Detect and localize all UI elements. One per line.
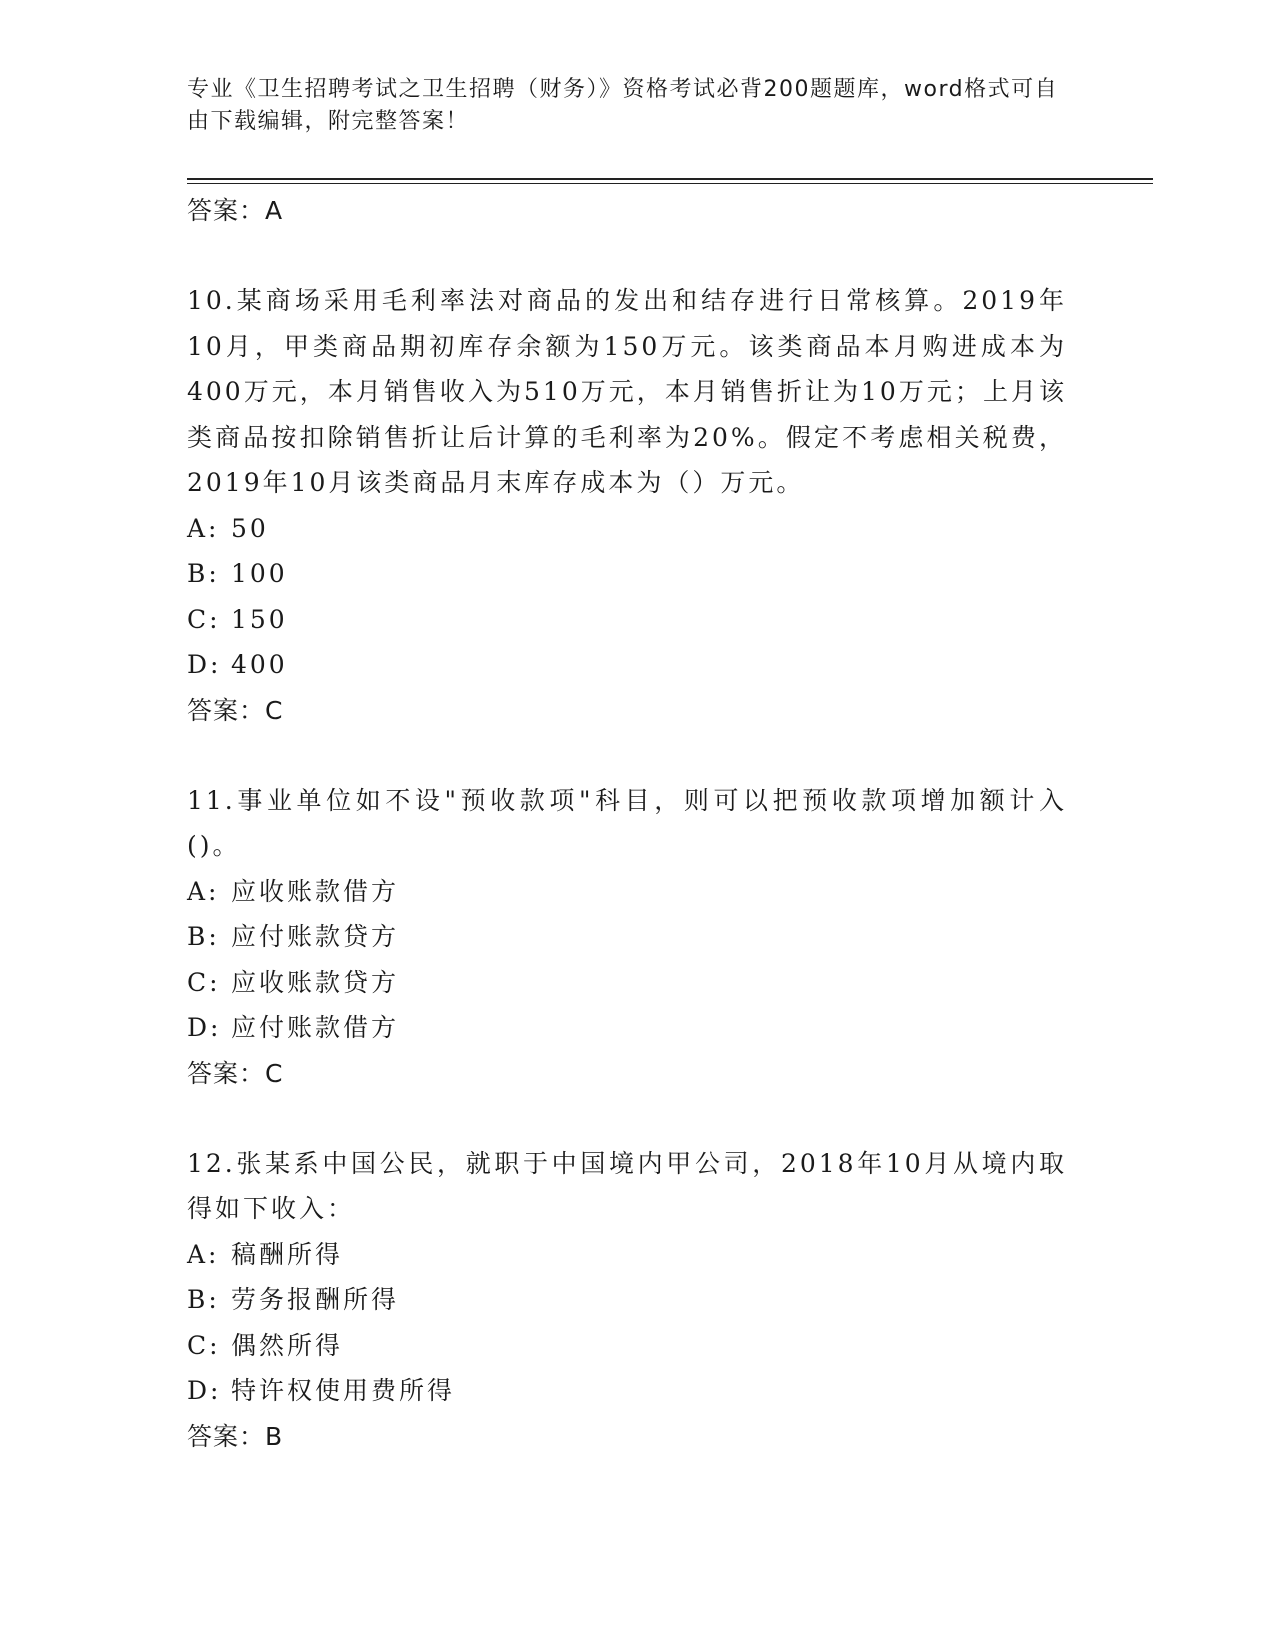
option-letter: C: [187, 604, 221, 634]
option-letter: A: [187, 876, 220, 906]
option-b [187, 1277, 1067, 1323]
option-c [187, 1323, 1067, 1369]
question-answer: 答案：C [187, 1058, 284, 1088]
option-d [187, 642, 1067, 688]
option-text: 特许权使用费所得 [231, 1376, 456, 1405]
option-text: 劳务报酬所得 [231, 1285, 400, 1314]
question-answer: 答案：C [187, 695, 284, 725]
option-letter: D: [187, 1013, 222, 1042]
option-text: 应付账款贷方 [231, 922, 400, 951]
option-text: 150 [231, 604, 288, 634]
option-text: 400 [231, 650, 288, 679]
option-c [187, 960, 1067, 1006]
option-letter: D: [187, 650, 222, 679]
question-stem: 11.事业单位如不设"预收款项"科目，则可以把预收款项增加额计入()。 [187, 785, 1067, 860]
option-text: 50 [231, 513, 269, 543]
option-letter: D: [187, 1376, 222, 1405]
option-b [187, 551, 1067, 597]
option-text: 应收账款借方 [231, 876, 400, 906]
option-text: 100 [231, 559, 288, 588]
option-text: 应付账款借方 [231, 1013, 400, 1042]
question-answer: 答案：B [187, 1421, 284, 1451]
option-letter: B: [187, 922, 220, 951]
option-letter: C: [187, 1330, 221, 1360]
option-letter: B: [187, 1285, 220, 1314]
option-a [187, 869, 1067, 915]
option-letter: B: [187, 559, 220, 588]
question-stem: 10.某商场采用毛利率法对商品的发出和结存进行日常核算。2019年10月，甲类商品期初库存余额为150万元。该类商品本月购进成本为400万元，本月销售收入为510万元，本月销售折让为10万元；上月该类商品按扣除销售折让后计算的毛利率为20%。假定不考虑相关税费，2019年10月该类商品月末库存成本为（）万元。 [187, 286, 1067, 497]
document-body [187, 188, 1067, 1460]
question-10 [187, 278, 1067, 734]
header-rule-thick [187, 178, 1153, 180]
header-rule-thin [187, 183, 1153, 184]
option-c [187, 597, 1067, 643]
question-12 [187, 1141, 1067, 1460]
question-stem: 12.张某系中国公民，就职于中国境内甲公司，2018年10月从境内取得如下收入： [187, 1148, 1067, 1223]
document-header: 专业《卫生招聘考试之卫生招聘（财务）》资格考试必背200题题库，word格式可自由下载编辑，附完整答案！ [187, 77, 1059, 134]
option-letter: A: [187, 1239, 220, 1269]
previous-answer: 答案：A [187, 196, 284, 225]
option-text: 应收账款贷方 [231, 967, 400, 997]
option-b [187, 914, 1067, 960]
option-letter: C: [187, 967, 221, 997]
option-a [187, 506, 1067, 552]
option-text: 偶然所得 [231, 1330, 344, 1360]
option-d [187, 1368, 1067, 1414]
option-letter: A: [187, 513, 220, 543]
option-d [187, 1005, 1067, 1051]
question-11 [187, 778, 1067, 1097]
option-a [187, 1232, 1067, 1278]
option-text: 稿酬所得 [231, 1239, 344, 1269]
